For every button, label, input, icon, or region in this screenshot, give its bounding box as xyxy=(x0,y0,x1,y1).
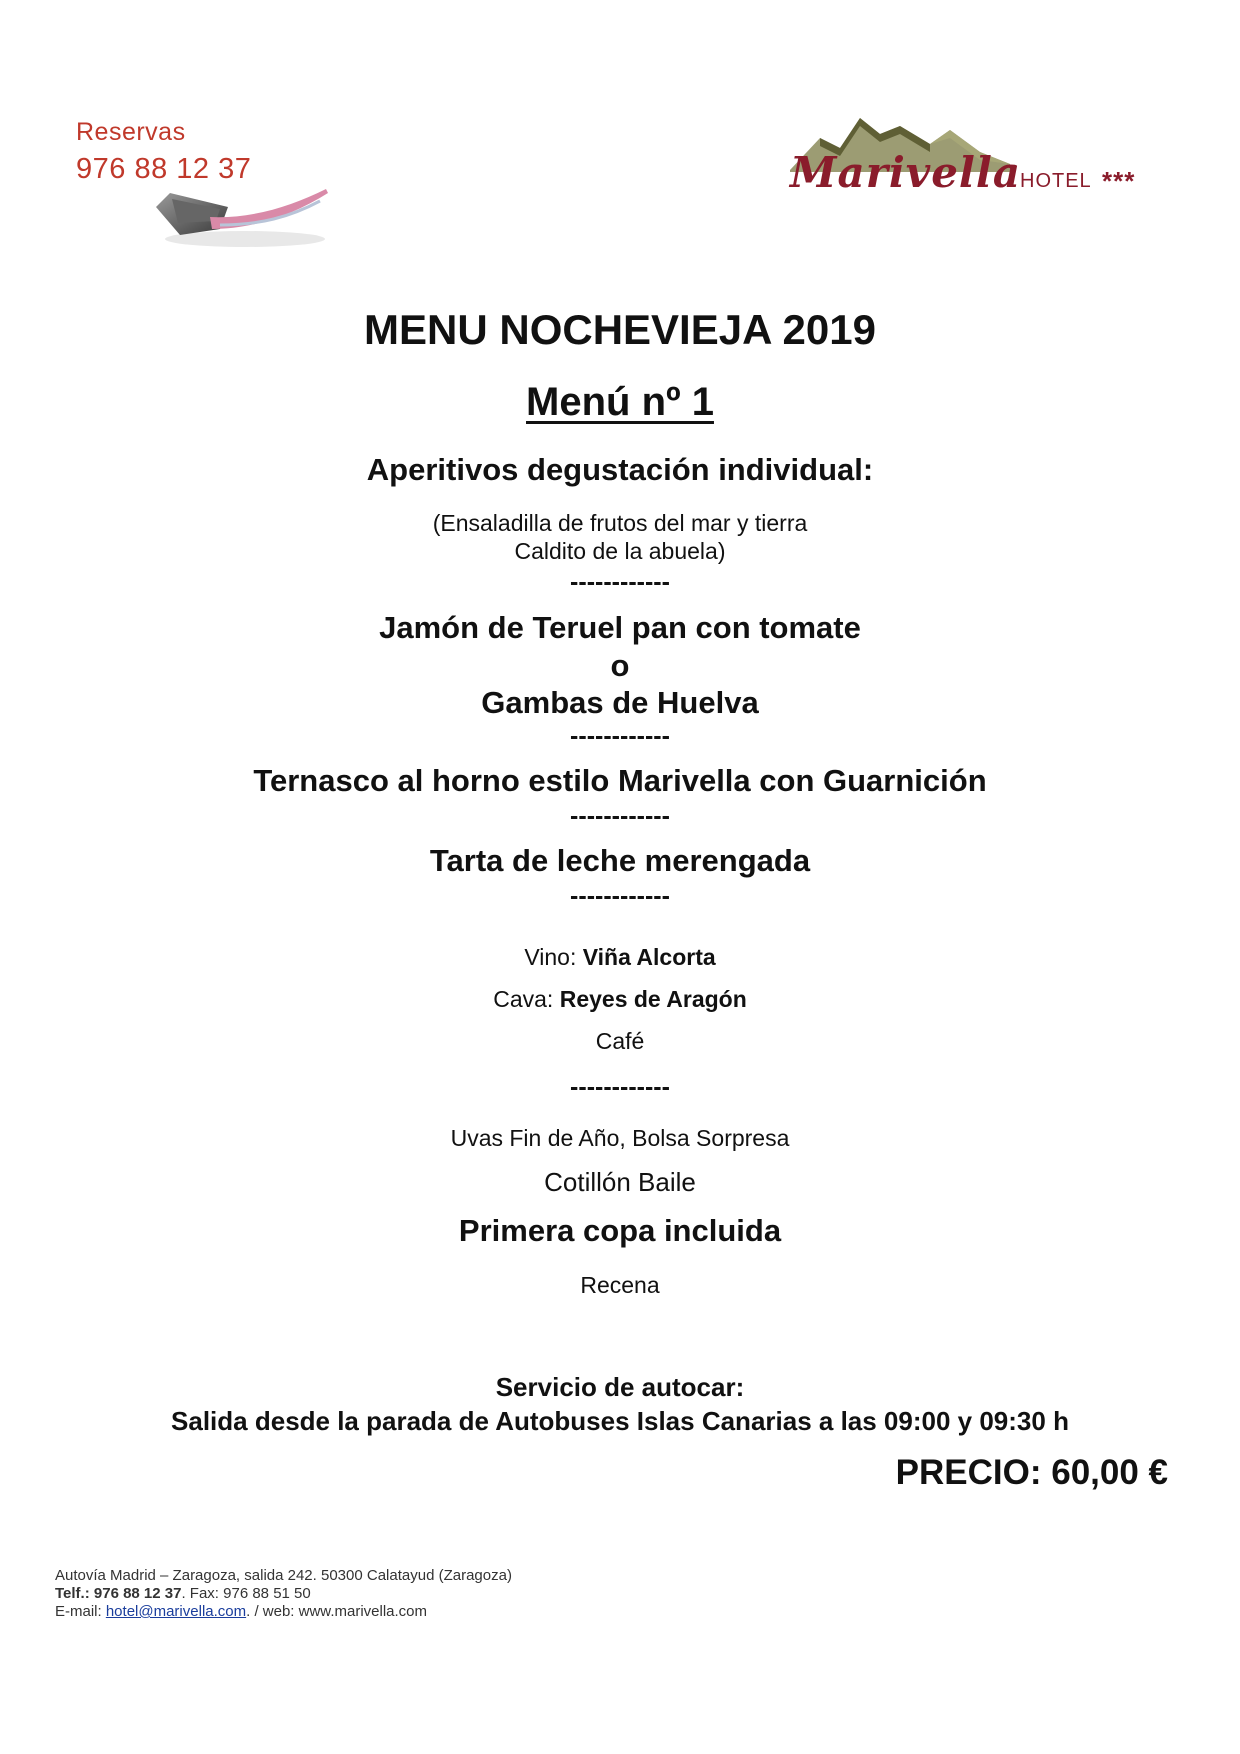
hotel-logo xyxy=(780,108,1170,208)
aperitivos-line-1: (Ensaladilla de frutos del mar y tierra xyxy=(432,510,808,536)
page-title: MENU NOCHEVIEJA 2019 xyxy=(364,306,876,353)
separator: ------------ xyxy=(570,802,670,830)
separator: ------------ xyxy=(570,722,670,750)
footer-email-link[interactable]: hotel@marivella.com xyxy=(105,1603,247,1620)
dish-or: o xyxy=(610,648,630,683)
drink-cafe: Café xyxy=(595,1028,645,1054)
extra-recena: Recena xyxy=(580,1272,660,1298)
vino-value: Viña Alcorta xyxy=(582,944,716,970)
logo-stars: *** xyxy=(1102,166,1136,196)
footer-contact xyxy=(55,1603,512,1621)
aperitivos-heading: Aperitivos degustación individual: xyxy=(366,452,874,487)
footer-fax: . Fax: 976 88 51 50 xyxy=(181,1585,311,1602)
cava-value: Reyes de Aragón xyxy=(559,986,747,1012)
footer-web: . / web: www.marivella.com xyxy=(246,1603,428,1620)
footer-tel: Telf.: 976 88 12 37 xyxy=(55,1585,182,1602)
extra-uvas: Uvas Fin de Año, Bolsa Sorpresa xyxy=(450,1125,790,1151)
drink-vino xyxy=(0,944,1240,971)
reservas-label: Reservas xyxy=(76,118,186,146)
phone-icon xyxy=(150,177,330,257)
cava-label: Cava: xyxy=(493,986,554,1012)
extra-copa: Primera copa incluida xyxy=(458,1213,782,1248)
logo-brand: Marivella xyxy=(790,148,1022,197)
footer-address: Autovía Madrid – Zaragoza, salida 242. 50300 Calatayud (Zaragoza) xyxy=(55,1567,512,1584)
reservas-block xyxy=(74,115,334,255)
vino-label: Vino: xyxy=(524,944,577,970)
autocar-detail: Salida desde la parada de Autobuses Islas Canarias a las 09:00 y 09:30 h xyxy=(171,1406,1069,1436)
aperitivos-line-2: Caldito de la abuela) xyxy=(514,538,726,564)
autocar-heading: Servicio de autocar: xyxy=(495,1372,745,1402)
price: PRECIO: 60,00 € xyxy=(895,1453,1168,1492)
dish-jamon: Jamón de Teruel pan con tomate xyxy=(379,610,861,645)
separator: ------------ xyxy=(570,882,670,910)
dish-tarta: Tarta de leche merengada xyxy=(429,843,811,878)
footer-email-label: E-mail: xyxy=(55,1603,106,1620)
drink-cava xyxy=(0,986,1240,1013)
dish-gambas: Gambas de Huelva xyxy=(481,685,759,720)
dish-ternasco: Ternasco al horno estilo Marivella con Guarnición xyxy=(253,763,987,798)
separator: ------------ xyxy=(570,568,670,596)
footer xyxy=(55,1567,512,1621)
separator: ------------ xyxy=(570,1073,670,1101)
reservas-phone: 976 88 12 37 xyxy=(76,153,252,185)
extra-cotillon: Cotillón Baile xyxy=(544,1167,696,1197)
menu-subtitle xyxy=(0,380,1240,425)
logo-hotel: HOTEL xyxy=(1020,170,1092,192)
footer-phone xyxy=(55,1585,512,1603)
menu-subtitle-text: Menú nº 1 xyxy=(526,380,714,424)
